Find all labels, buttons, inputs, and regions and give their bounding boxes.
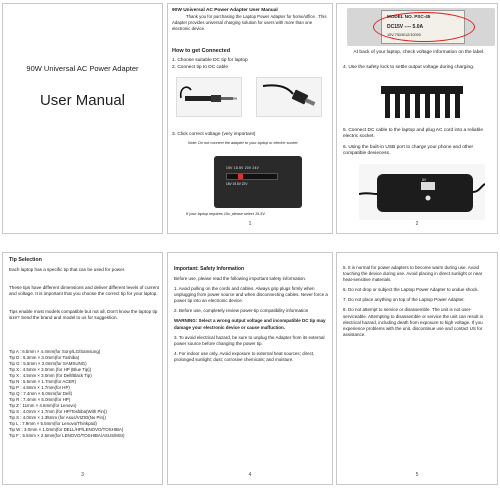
tip-item: Tip X : 4.5mm × 3.0mm (for Dell/Black Tip) <box>9 373 92 378</box>
cover-page <box>2 3 163 234</box>
tip-item: Tip D : 6.3mm × 3.0mm(for Toshiba) <box>9 355 80 360</box>
voltage-caption: If your laptop requires 19v, please select 19.5V. <box>186 212 266 216</box>
manual-page-2 <box>336 3 498 234</box>
tip-item: Tip F : 5.5mm × 2.5mm(for LENOVO/TOSHIBA/ASUS/MSI) <box>9 433 125 438</box>
page-number: 3 <box>81 472 84 478</box>
safety-item-7: 7. Do not place anything on top of the Laptop Power Adapter. <box>343 297 465 303</box>
cover-subtitle: User Manual <box>39 92 126 109</box>
safety-lock-photo <box>377 82 467 120</box>
label-model: MODEL NO. PSC-45 <box>387 14 431 19</box>
tip-item: Tip Z : 11mm × 4.6mm(for Lenovo) <box>9 403 77 408</box>
manual-page-4 <box>167 252 333 485</box>
safety-intro: Before use, please read the following important safety information. <box>174 276 307 281</box>
page-number: 2 <box>415 221 419 227</box>
safety-item-2: 2. Before use, completely review power-tip compatibility information <box>174 308 309 314</box>
tip-item: Tip G : 5.5mm × 3.0mm(for SAMSUNG) <box>9 361 87 366</box>
cover-title: 90W Universal AC Power Adapter <box>26 64 139 73</box>
safety-heading: Important: Safety Information <box>174 266 245 272</box>
manual-page-1 <box>167 3 333 234</box>
step-1: 1. Choose suitable DC tip for laptop <box>172 58 248 63</box>
safety-item-4: 4. For indoor use only. Avoid exposure to external heat sources; direct, prolonged sunlight; dust; corrosive chemicals; and moisture. <box>174 350 315 362</box>
label-rating: 15V,750/5/12/10000 <box>387 33 421 37</box>
safety-item-8: 8. Do not attempt to service or disassemble. The unit is not user-serviceable. Attempting to disassemble or service the unit can result in electrical hazard, including death from exposure to high voltage. If you experience problems with the unit, discontinue use and contact US for assistance. <box>343 307 484 337</box>
safety-warning: WARNING: Select a wrong output voltage and incompatible DC tip may damage your electronic device or cause maffuction. <box>174 318 326 330</box>
tip-item: Tip L : 7.9mm × 5.5mm(for Lenovo/Thinkpad) <box>9 421 97 426</box>
page1-intro: Thank you for purchasing the Laptop Power Adapter for home/office . This Adapter provides universal charging solution for users with more than one electronic device. <box>172 14 327 31</box>
tip-para-2: These tips have different dimensions and deliver different levels of current and voltage. It is important that you choose the correct tip for your laptop. <box>9 285 159 296</box>
tip-item: Tip S : 4.0mm × 1.35mm (for Asus/VIZIO(No Pin)) <box>9 415 106 420</box>
tip-selection-heading: Tip Selection <box>9 257 42 263</box>
step-6: 6. Using the built-in USB port to charge your phone and other compatible deviecess. <box>343 145 474 156</box>
usb-label: 5V <box>422 178 427 182</box>
connect-heading: How to get Connected <box>172 48 231 54</box>
laptop-label-photo <box>347 8 495 46</box>
voltage-row-bottom: 16V 19.5V 22V <box>226 182 248 186</box>
voltage-switch-photo <box>214 156 302 208</box>
label-voltage: DC15V ---- 5.0A <box>387 24 424 30</box>
safety-body-continued <box>343 265 493 342</box>
tip-item: Tip X : 4.5mm × 3.0mm (for HP (Blue Tip)) <box>9 367 92 372</box>
safety-body <box>174 276 328 367</box>
safety-item-1: 1. Avoid pulling on the cords and cables. Always grip plugs firmly when unplugging from power source and when disconnecting cables. Never force a power tip into an electronic device. <box>174 286 328 304</box>
voltage-row-top: 15V 18.5V 20V 24V <box>226 166 260 170</box>
tip-photo-2 <box>256 77 322 117</box>
voltage-slider-knob <box>238 174 243 179</box>
safety-item-6: 6. Do not drop or subject the Laptop Power Adapter to undue shock. <box>343 287 479 293</box>
step-5: 5. Connect DC cable to the laptop and plug AC cord into a reliable electric socket. <box>343 128 483 139</box>
page-number: 5 <box>415 472 419 478</box>
step-2: 2. Connect tip to DC cable <box>172 65 228 70</box>
adapter-usb-photo <box>359 164 485 220</box>
page-number: 1 <box>248 221 252 227</box>
step-4: 4. Use the safety lock to settle output voltage during charging. <box>343 65 475 70</box>
page-number: 4 <box>248 472 252 478</box>
connect-note: Note: Do not connect the adapter to your laptop or electric socket <box>188 141 298 145</box>
tip-photo-1 <box>176 77 242 117</box>
safety-item-3: 3. To avoid electrical hazard, be sure to unplug the Adapter from its external power source before changing the power tip. <box>174 334 325 346</box>
manual-page-5 <box>336 252 498 485</box>
tip-item: Tip P : 4.8mm × 1.7mm(for HP) <box>9 385 70 390</box>
voltage-slider-track <box>226 173 278 180</box>
tip-item: Tip Q : 7.4mm × 5.0mm(for Dell) <box>9 391 72 396</box>
tip-para-1: Each laptop has a specific tip that can be used for power. <box>9 267 126 272</box>
page1-header <box>172 8 330 31</box>
tip-para-3: Tips enable most models compatible but not all. Don't know the laptop tip size? Send the brand and model to us for suggestion. <box>9 309 158 320</box>
step-3: 3. Click correct voltage (very important) <box>172 132 256 137</box>
check-voltage-text: At back of your laptop, check voltage information on the label. <box>353 50 485 55</box>
safety-item-5: 5. It is normal for power adapters to become warm during use. Avoid touching the device during use. Avoid placing in direct sunlight or near heat-sensitive materials. <box>343 265 483 283</box>
tip-item: Tip W : 3.0mm × 1.0mm(for DELL/HP/LENOVO/TOSHIBA) <box>9 427 124 432</box>
tip-item: Tip S : 4.0mm × 1.7mm (for HP/Toshiba(With Pin)) <box>9 409 107 414</box>
tip-item: Tip A : 6.5mm × 4.4mm(for Sony/LG/Samsung) <box>9 349 101 354</box>
tip-item: Tip R : 7.4mm × 5.0mm(for HP) <box>9 397 71 402</box>
manual-page-3 <box>2 252 163 485</box>
page1-header-title: 90W Universal AC Power Adapter User Manual <box>172 8 278 13</box>
tip-list <box>9 349 163 439</box>
tip-item: Tip N : 5.5mm × 1.7mm(for ACER) <box>9 379 77 384</box>
